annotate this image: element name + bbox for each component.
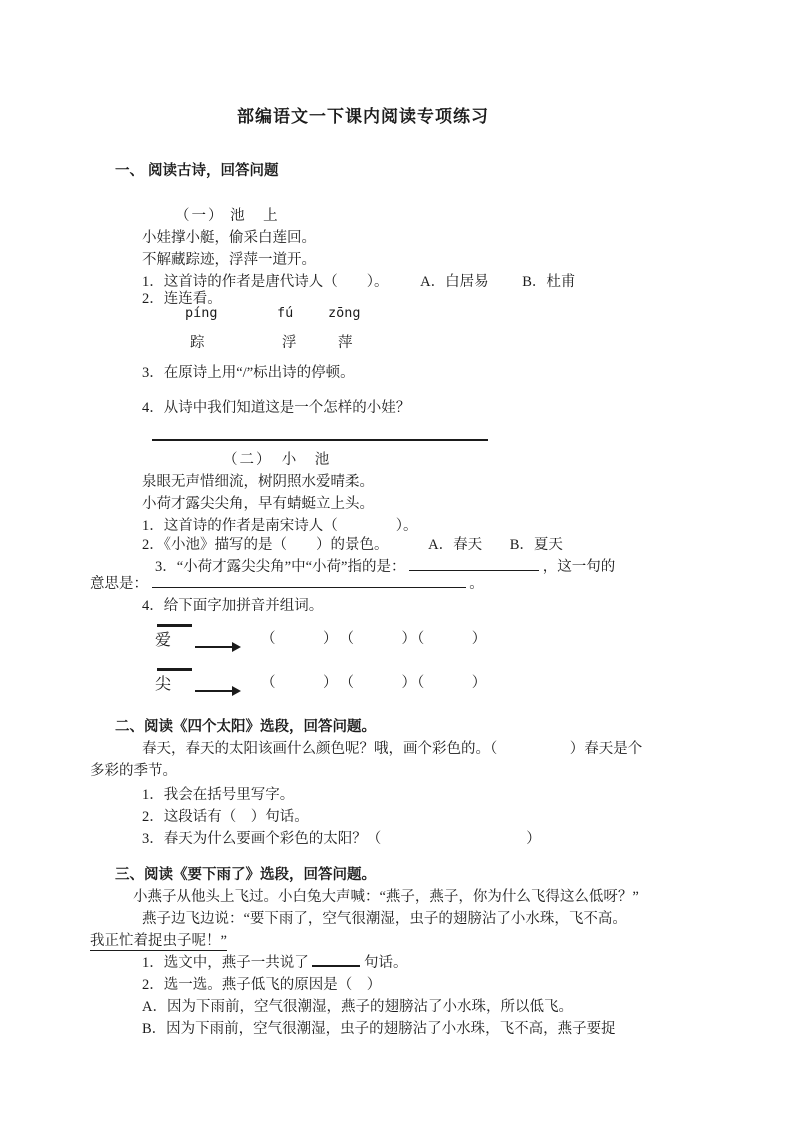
- word-row-ai: [155, 624, 733, 651]
- poem-1-line-2: 不解藏踪迹，浮萍一道开。: [142, 252, 316, 268]
- poem-1-title: （一） 池 上: [175, 208, 280, 224]
- char-fu: 浮: [282, 335, 297, 351]
- poem-1-line-1: 小娃撑小艇，偷采白莲回。: [142, 230, 316, 246]
- poem-1-question-4: 4．从诗中我们知道这是一个怎样的小娃？: [142, 400, 411, 416]
- poem-2-q2-option-b: B．夏天: [509, 537, 563, 553]
- section-3-passage-line-2: 燕子边飞边说：“要下雨了，空气很潮湿，虫子的翅膀沾了小水珠，飞不高。: [142, 911, 627, 927]
- poem-2-q2-option-a: A．春天: [428, 537, 483, 553]
- char-zong: 踪: [190, 335, 205, 351]
- underlined-passage-segment: 我正忙着捉虫子呢！”: [90, 933, 227, 949]
- poem-2-q3-lead: 3．“小荷才露尖尖角”中“小荷”指的是：: [155, 559, 406, 575]
- word-parens: （ ） （ ）（ ）: [261, 675, 488, 691]
- poem-2-q3-mid: ，这一句的: [542, 559, 616, 575]
- poem-1-q1-option-a: A．白居易: [420, 274, 489, 290]
- section-3-option-a: A．因为下雨前，空气很潮湿，燕子的翅膀沾了小水珠，所以低飞。: [142, 999, 573, 1015]
- poem-1-q1-option-b: B．杜甫: [522, 274, 576, 290]
- right-arrow-icon: [195, 646, 239, 648]
- poem-2-q3-lead2: 意思是：: [90, 576, 148, 592]
- section-2-heading: 二、阅读《四个太阳》选段，回答问题。: [115, 719, 376, 735]
- pinyin-match-row: [185, 303, 733, 323]
- poem-2-question-3-line-2: [90, 573, 733, 595]
- section-2-question-3: 3．春天为什么要画个彩色的太阳？（ ）: [142, 831, 541, 847]
- poem-2-q2-text: 2．《小池》描写的是（ ）的景色。: [142, 537, 389, 553]
- section-2-passage-line-1: 春天，春天的太阳该画什么颜色呢？哦，画个彩色的。（ ）春天是个: [142, 741, 643, 757]
- word-row-jian: [155, 668, 733, 695]
- answer-blank: [152, 574, 466, 588]
- answer-rule-line: [152, 439, 488, 441]
- section-2-passage-line-2: 多彩的季节。: [90, 763, 177, 779]
- section-2-question-2: 2．这段话有（ ）句话。: [142, 809, 309, 825]
- poem-2-title: （二） 小 池: [223, 452, 332, 468]
- poem-2-q3-end: 。: [469, 576, 484, 592]
- hanzi-jian: 尖: [155, 676, 172, 693]
- poem-1-question-3: 3．在原诗上用“/”标出诗的停顿。: [142, 365, 355, 381]
- hanzi-ai: 爱: [155, 632, 172, 649]
- poem-2-question-1: 1．这首诗的作者是南宋诗人（ ）。: [142, 518, 418, 534]
- poem-1-q1-text: 1．这首诗的作者是唐代诗人（ ）。: [142, 274, 389, 290]
- section-2-question-1: 1．我会在括号里写字。: [142, 787, 295, 803]
- pinyin-blank-bar: [157, 624, 192, 627]
- section-1-heading: 一、 阅读古诗，回答问题: [115, 163, 279, 179]
- char-ai-block: [155, 624, 193, 651]
- section-3-q1-lead: 1．选文中，燕子一共说了: [142, 955, 309, 971]
- section-3-q1-tail: 句话。: [364, 955, 408, 971]
- answer-blank: [312, 952, 360, 967]
- section-3-option-b: B．因为下雨前，空气很潮湿，虫子的翅膀沾了小水珠，飞不高，燕子要捉: [142, 1021, 616, 1037]
- poem-2-line-2: 小荷才露尖尖角，早有蜻蜓立上头。: [142, 496, 374, 512]
- character-match-row: [190, 332, 733, 354]
- poem-1-question-2: 2．连连看。: [142, 291, 222, 307]
- section-3-question-1: [142, 952, 733, 974]
- word-parens: （ ） （ ）（ ）: [261, 631, 488, 647]
- pinyin-fu: fú: [277, 305, 294, 321]
- char-ping: 萍: [338, 335, 353, 351]
- pinyin-blank-bar: [157, 668, 192, 671]
- right-arrow-icon: [195, 690, 239, 692]
- section-3-passage-line-1: 小燕子从他头上飞过。小白兔大声喊：“燕子，燕子，你为什么飞得这么低呀？”: [133, 889, 639, 905]
- section-3-question-2: 2．选一选。燕子低飞的原因是（ ）: [142, 977, 382, 993]
- pinyin-zong: zōng: [328, 305, 361, 321]
- worksheet-title: 部编语文一下课内阅读专项练习: [237, 107, 489, 126]
- poem-2-line-1: 泉眼无声惜细流，树阴照水爱晴柔。: [142, 474, 374, 490]
- section-3-heading: 三、阅读《要下雨了》选段，回答问题。: [115, 867, 376, 883]
- poem-2-question-4: 4．给下面字加拼音并组词。: [142, 598, 324, 614]
- section-3-passage-line-3: [90, 930, 733, 952]
- answer-blank: [409, 557, 539, 571]
- pinyin-ping: píng: [185, 305, 218, 321]
- char-jian-block: [155, 668, 193, 695]
- poem-2-question-2: [142, 534, 733, 556]
